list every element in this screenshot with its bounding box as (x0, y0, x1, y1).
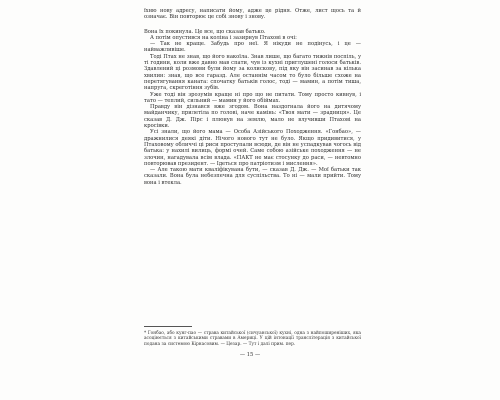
paragraph: Правду він дізнався вже згодом. Вона наздогнала його на дитячому майданчику, прилетіла по голові, наче камінь: «Твоя мати — зрадниця». Це сказав Д. Дж. Пірс і плюнув на землю, мало не влучивши Птахові на кросівки. (144, 104, 361, 130)
paragraph: — Але такою мати кваліфікувана бути, — сказав Д. Дж. — Мої батьки так сказали. Вона була небезпечна для суспільства. То ні — мали прийти. Тому вона і втекла. (144, 167, 361, 186)
footnote-divider (144, 326, 192, 327)
paragraph: А потім опустився на коліна і зазирнув Птахові в очі: (150, 34, 297, 41)
body-text (144, 8, 361, 186)
paragraph: Усі знали, що його мама — Особа Азійського Походження. «Гонбао», — дражнилися деякі діти. Нічого нового тут не було. Якщо придивитися, у Птаховому обличчі ці риси проступали всюди, де він не успадкував чогось від батька: у нахилі вилиць, формі очей. Саме собою азійське походження — не злочин, нагадувала всім влада. «ПАКТ не має стосунку до раси, — невтомно повторював президент. — Ідеться про патріотизм і мислення». (144, 129, 361, 167)
paragraph: Тоді Птах не знав, що його накоїла. Знав лише, що багато тижнів поспіль, у ті години, коли вже давно мав спати, чув із кухні приглушені голоси батьків. Здавлений ці розмови були йому за колискову, під яку він засинав за кілька хвилин: знав, що все гаразд. Але останнім часом то було більше схоже на перетягування каната: спочатку батьків голос, тоді — мамин, а потім тиша, напруга, скреготіння зубів. (144, 53, 361, 92)
paragraph: їхню нову адресу, написати йому, адже це рідня. Отже, лист щось та й означає. Він повторює це собі знову і знову. (144, 8, 361, 21)
footnote: * Гонбао, або кунг-пао — страва китайської (сичуанської) кухні, одна з найпоширеніших, яка асоціюється з китайськими стравами в Америці. У цій інтонації транслітерація з китайської подана за системою Кірнасовим. — Цезар. — Тут і далі прим. пер. (144, 331, 361, 347)
paragraph: Уже тоді він зрозумів краще ні про що не питати. Тому просто кивнув, і тато — теплий, сильний — мамин у його обіймах. (144, 91, 361, 104)
page-number: — 15 — (239, 352, 261, 358)
paragraph: — Так не краще. Забудь про неї. Я нікуди не подінусь, і це — найважливіше. (144, 41, 361, 54)
paragraph: Вона їх покинула. Це все, що сказав батько. (144, 28, 266, 35)
